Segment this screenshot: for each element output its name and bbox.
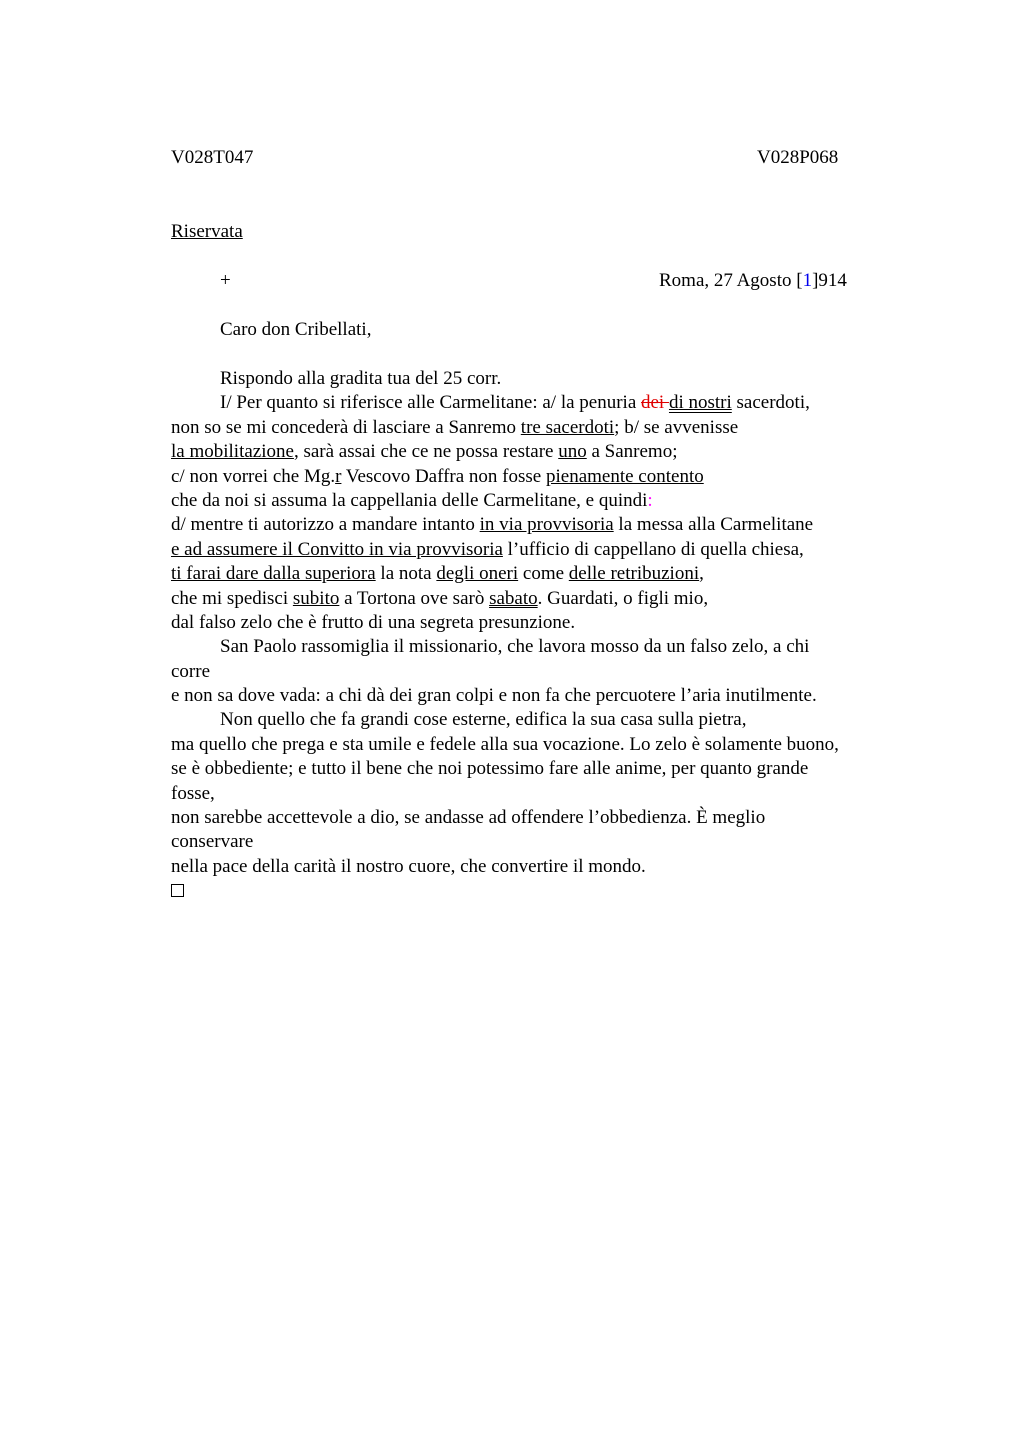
date-prefix: Roma, 27 Agosto xyxy=(659,270,797,291)
underlined-text: ti farai dare dalla superiora xyxy=(171,563,376,585)
left-code: V028T047 xyxy=(171,147,254,168)
text-run: I/ Per quanto si riferisce alle Carmelitane: a/ la penuria xyxy=(220,392,641,414)
underlined-text: r xyxy=(335,465,342,487)
underlined-text: e ad assumere il Convitto in via provvisoria xyxy=(171,538,503,560)
body-line: non sarebbe accettevole a dio, se andasse ad offendere l’obbedienza. È meglio xyxy=(171,807,766,829)
body-line xyxy=(171,587,911,611)
text-run: d/ mentre ti autorizzo a mandare intanto xyxy=(171,514,480,536)
deleted-text: dei xyxy=(641,392,669,414)
body-line: se è obbediente; e tutto il bene che noi potessimo fare alle anime, per quanto grande xyxy=(171,758,809,780)
body-line xyxy=(171,416,911,440)
date-bracket-open: [ xyxy=(796,270,803,291)
body-line xyxy=(171,465,911,489)
text-run: l’ufficio di cappellano di quella chiesa, xyxy=(502,538,804,560)
date-bracket-close: ] xyxy=(812,270,819,291)
body-line xyxy=(171,440,911,464)
body-line: corre xyxy=(171,660,211,682)
underlined-text: in via provvisoria xyxy=(479,514,614,536)
letter-body xyxy=(171,367,911,904)
body-line: fosse, xyxy=(171,782,215,804)
text-run: a Tortona ove sarò xyxy=(339,587,490,609)
underlined-text: uno xyxy=(558,441,587,463)
underlined-text: tre sacerdoti xyxy=(520,416,615,438)
body-line: Rispondo alla gradita tua del 25 corr. xyxy=(220,368,502,389)
text-run: a Sanremo; xyxy=(586,441,678,463)
classification-label: Riservata xyxy=(171,221,243,242)
body-line xyxy=(171,489,911,513)
text-run: che da noi si assuma la cappellania delle Carmelitane, e quindi xyxy=(171,489,648,511)
text-run: , xyxy=(699,563,704,585)
body-line xyxy=(171,391,911,415)
date-suffix: 914 xyxy=(818,270,847,291)
underlined-text: la mobilitazione xyxy=(171,441,294,463)
underlined-text: subito xyxy=(292,587,340,609)
body-line xyxy=(171,538,911,562)
date-bracket-digit: 1 xyxy=(802,270,813,291)
body-line xyxy=(171,513,911,537)
date-line xyxy=(659,269,847,293)
text-run: , sarà assai che ce ne possa restare xyxy=(293,441,559,463)
body-line: e non sa dove vada: a chi dà dei gran colpi e non fa che percuotere l’aria inutilmente. xyxy=(171,685,817,707)
body-line: conservare xyxy=(171,831,254,853)
cross-mark: + xyxy=(220,270,231,291)
text-run: non so se mi concederà di lasciare a Sanremo xyxy=(171,416,521,438)
text-run: che mi spedisci xyxy=(171,587,293,609)
body-line: San Paolo rassomiglia il missionario, che lavora mosso da un falso zelo, a chi xyxy=(220,636,810,658)
text-run: come xyxy=(518,563,569,585)
underlined-text: pienamente contento xyxy=(545,465,704,487)
body-line: ma quello che prega e sta umile e fedele alla sua vocazione. Lo zelo è solamente buono, xyxy=(171,733,839,755)
underlined-text: delle retribuzioni xyxy=(568,563,700,585)
salutation: Caro don Cribellati, xyxy=(220,319,372,340)
inserted-text: di nostri xyxy=(668,392,732,414)
text-run: . Guardati, o figli mio, xyxy=(537,587,709,609)
body-line: nella pace della carità il nostro cuore, che convertire il mondo. xyxy=(171,855,646,877)
text-run: la nota xyxy=(375,563,437,585)
body-line: Non quello che fa grandi cose esterne, edifica la sua casa sulla pietra, xyxy=(220,709,747,731)
text-run: sacerdoti, xyxy=(731,392,810,414)
underlined-text: degli oneri xyxy=(436,563,519,585)
text-run: ; b/ se avvenisse xyxy=(614,416,739,438)
right-code: V028P068 xyxy=(757,147,839,168)
colored-colon: : xyxy=(647,489,653,511)
text-run: Vescovo Daffra non fosse xyxy=(341,465,546,487)
end-box-icon xyxy=(171,884,184,897)
text-run: la messa alla Carmelitane xyxy=(613,514,814,536)
body-line xyxy=(171,562,911,586)
body-line: dal falso zelo che è frutto di una segreta presunzione. xyxy=(171,611,576,633)
body-line xyxy=(171,879,911,903)
text-run: c/ non vorrei che Mg. xyxy=(171,465,336,487)
double-underlined-text: sabato xyxy=(489,587,538,609)
